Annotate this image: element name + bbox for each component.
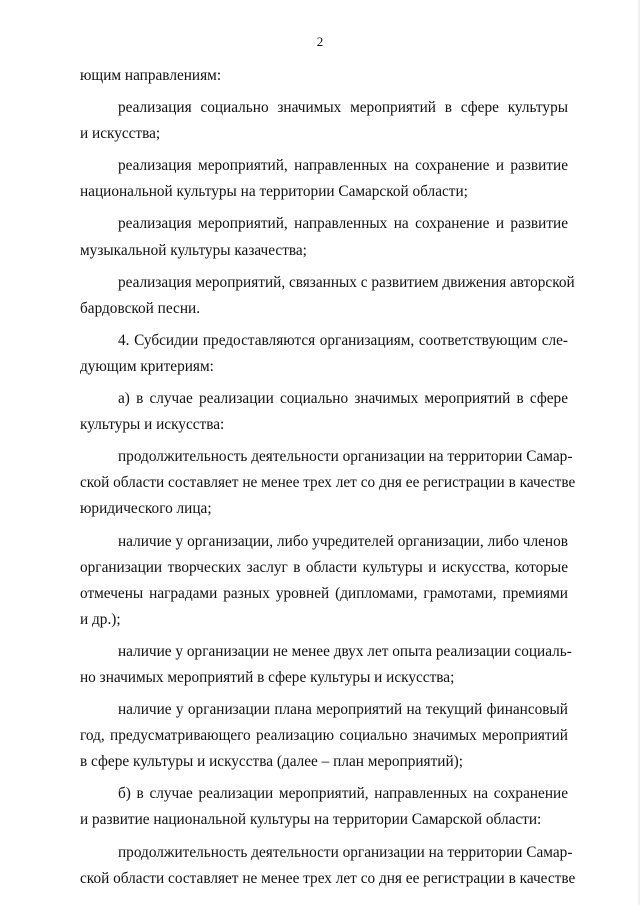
text-line: ской области составляет не менее трех лет со дня ее регистрации в качестве xyxy=(80,474,576,492)
text-line: продолжительность деятельности организации на территории Самар- xyxy=(118,448,573,466)
text-line: отмечены наградами разных уровней (дипломами, грамотами, премиями xyxy=(80,584,568,602)
text-line: наличие у организации, либо учредителей организации, либо членов xyxy=(118,532,568,550)
text-line: реализация социально значимых мероприятий в сфере культуры xyxy=(118,99,568,117)
text-line: но значимых мероприятий в сфере культуры и искусства; xyxy=(80,668,455,686)
text-line: дующим критериям: xyxy=(80,357,214,375)
text-line: продолжительность деятельности организации на территории Самар- xyxy=(118,843,573,861)
text-line: бардовской песни. xyxy=(80,299,201,317)
text-line: юридического лица; xyxy=(80,500,212,518)
text-line: реализация мероприятий, направленных на сохранение и развитие xyxy=(118,215,568,233)
text-line: б) в случае реализации мероприятий, направленных на сохранение xyxy=(118,785,568,803)
text-line: реализация мероприятий, направленных на сохранение и развитие xyxy=(118,157,568,175)
document-body xyxy=(80,63,576,892)
text-line: и развитие национальной культуры на территории Самарской области: xyxy=(80,811,542,829)
text-line: в сфере культуры и искусства (далее – план мероприятий); xyxy=(80,753,463,771)
text-line: культуры и искусства: xyxy=(80,416,225,434)
text-line: а) в случае реализации социально значимых мероприятий в сфере xyxy=(118,390,568,408)
text-line: наличие у организации не менее двух лет опыта реализации социаль- xyxy=(118,642,572,660)
text-line: организации творческих заслуг в области культуры и искусства, которые xyxy=(80,558,568,576)
text-line: реализация мероприятий, связанных с развитием движения авторской xyxy=(118,273,575,291)
text-line: 4. Субсидии предоставляются организациям, соответствующим сле- xyxy=(118,331,568,349)
text-line: и др.); xyxy=(80,610,121,628)
text-line: год, предусматривающего реализацию социально значимых мероприятий xyxy=(80,727,568,745)
text-line: музыкальной культуры казачества; xyxy=(80,241,307,259)
text-line: и искусства; xyxy=(80,125,161,143)
text-line: национальной культуры на территории Самарской области; xyxy=(80,183,468,201)
text-line: ской области составляет не менее трех лет со дня ее регистрации в качестве xyxy=(80,869,576,887)
text-line: ющим направлениям: xyxy=(80,67,222,84)
page-number: 2 xyxy=(316,34,324,49)
text-line: наличие у организации плана мероприятий на текущий финансовый xyxy=(118,701,568,719)
